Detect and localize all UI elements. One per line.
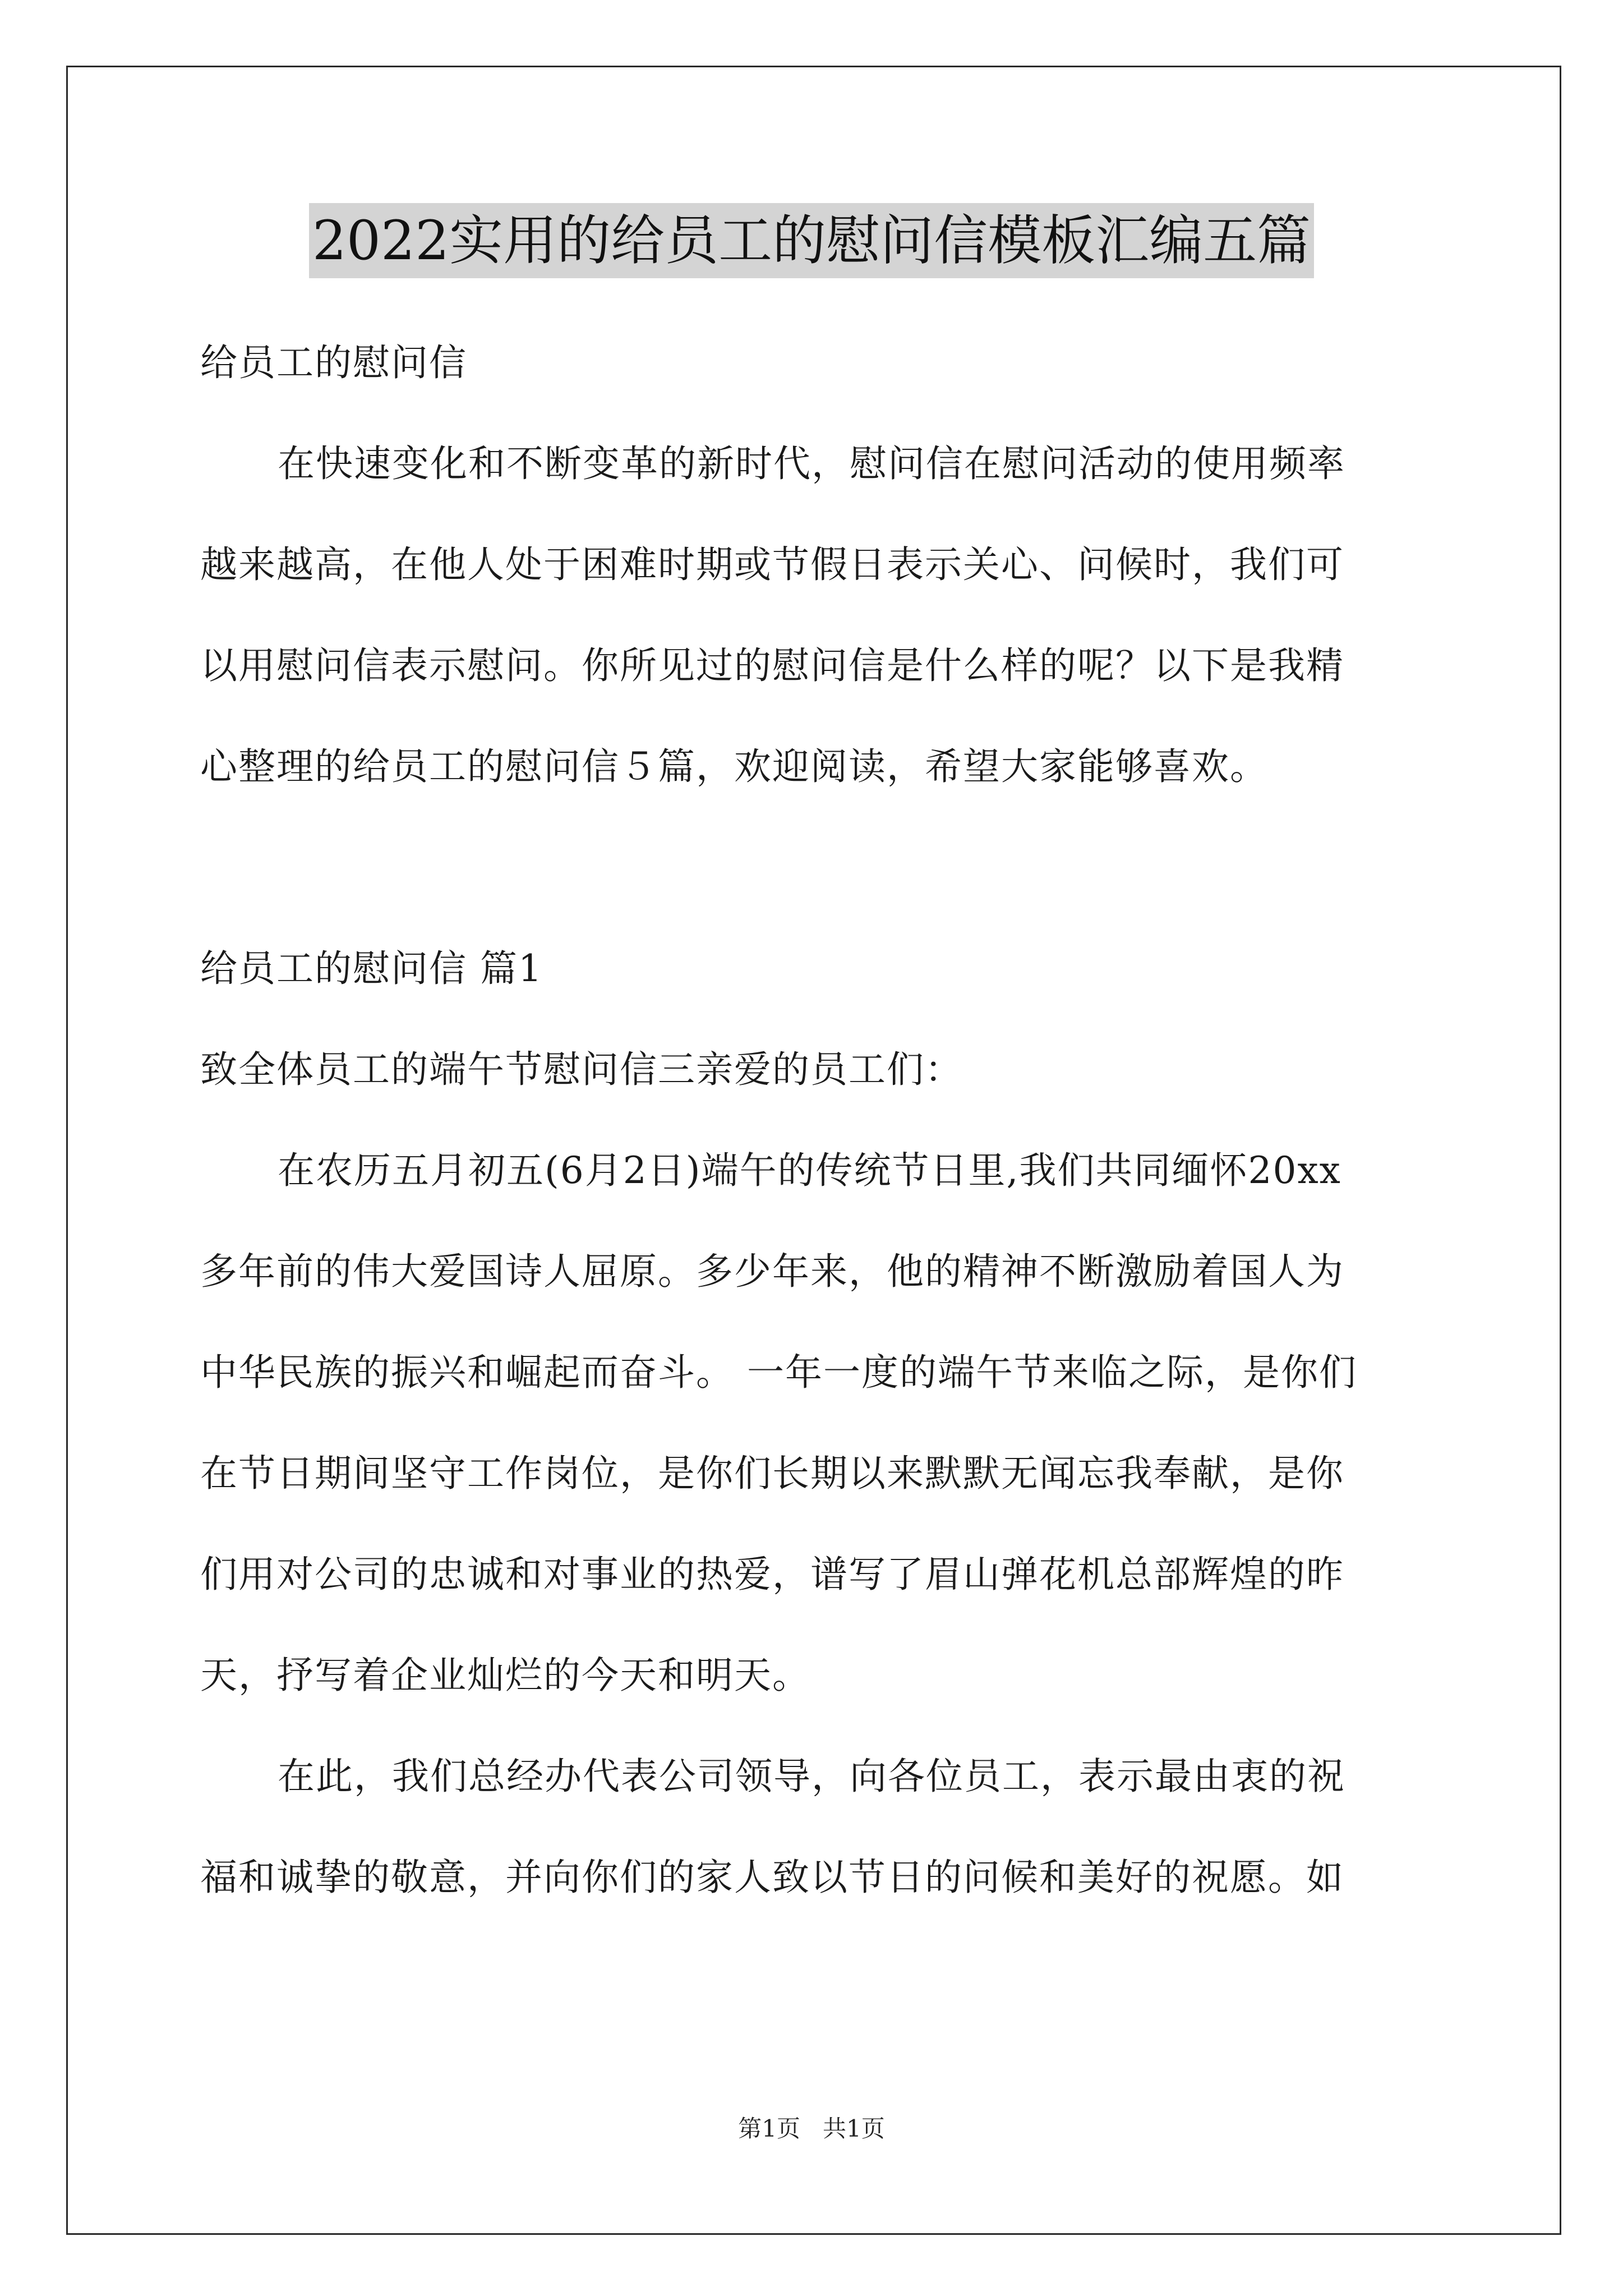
page-number: 第1页 共1页 [738,2115,885,2142]
paragraph-line: 在节日期间坚守工作岗位，是你们长期以来默默无闻忘我奉献，是你 [200,1452,1344,1495]
intro-line: 越来越高，在他人处于困难时期或节假日表示关心、问候时，我们可 [200,543,1344,586]
spacer [200,817,1434,918]
paragraph-line: 天，抒写着企业灿烂的今天和明天。 [200,1654,810,1697]
title-container [0,203,1623,278]
paragraph-line: 中华民族的振兴和崛起而奋斗。 一年一度的端午节来临之际，是你们 [200,1351,1357,1394]
paragraph-line: 在此，我们总经办代表公司领导，向各位员工，表示最由衷的祝 [278,1755,1345,1798]
intro-heading: 给员工的慰问信 [200,341,467,384]
document-title: 2022实用的给员工的慰问信模板汇编五篇 [309,203,1314,278]
section-heading: 给员工的慰问信 篇1 [200,947,543,990]
document-body [200,312,1434,1928]
intro-line: 在快速变化和不断变革的新时代，慰问信在慰问活动的使用频率 [278,442,1345,485]
letter-greeting: 致全体员工的端午节慰问信三亲爱的员工们： [200,1048,963,1091]
paragraph-line: 们用对公司的忠诚和对事业的热爱，谱写了眉山弹花机总部辉煌的昨 [200,1553,1344,1596]
intro-line: 以用慰问信表示慰问。你所见过的慰问信是什么样的呢？以下是我精 [200,644,1344,687]
paragraph-line: 在农历五月初五(6月2日)端午的传统节日里,我们共同缅怀20xx [278,1149,1341,1192]
paragraph-line: 多年前的伟大爱国诗人屈原。多少年来，他的精神不断激励着国人为 [200,1250,1344,1293]
paragraph-line: 福和诚挚的敬意，并向你们的家人致以节日的问候和美好的祝愿。如 [200,1856,1344,1899]
intro-line: 心整理的给员工的慰问信５篇，欢迎阅读，希望大家能够喜欢。 [200,745,1268,788]
